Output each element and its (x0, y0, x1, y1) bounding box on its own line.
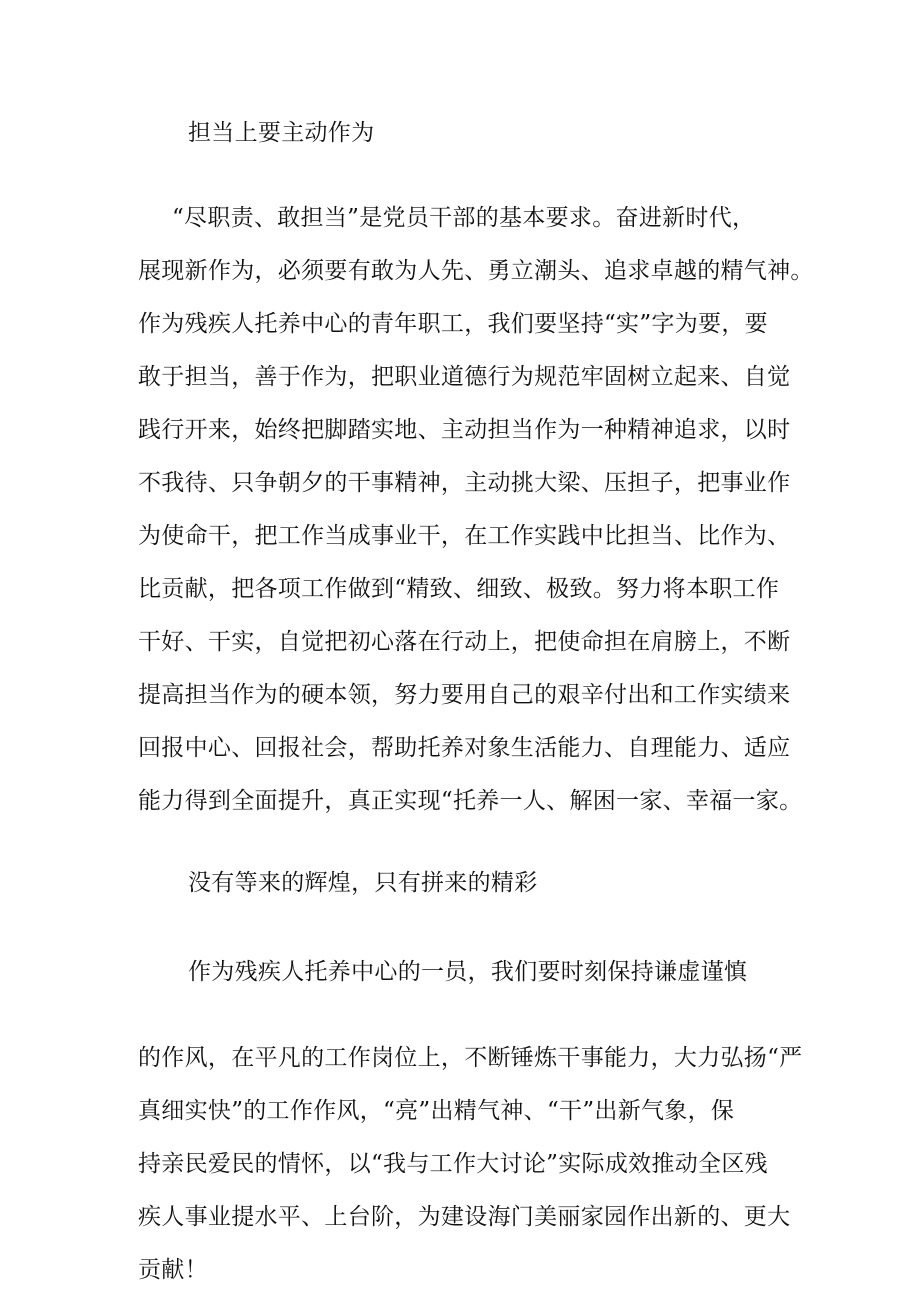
paragraph-2-line-5: 贡献！ (138, 1257, 208, 1283)
paragraph-2-first-line: 作为残疾人托养中心的一员，我们要时刻保持谦虚谨慎 (188, 959, 748, 985)
paragraph-2-line-1: 的作风，在平凡的工作岗位上，不断锤炼干事能力，大力弘扬“严 (138, 1045, 803, 1071)
paragraph-1-line-10: 提高担当作为的硬本领，努力要用自己的艰辛付出和工作实绩来 (138, 682, 791, 708)
paragraph-2-line-4: 疾人事业提水平、上台阶，为建设海门美丽家园作出新的、更大 (138, 1204, 791, 1230)
paragraph-1-line-2: 展现新作为，必须要有敢为人先、勇立潮头、追求卓越的精气神。 (138, 258, 814, 284)
paragraph-1-line-11: 回报中心、回报社会，帮助托养对象生活能力、自理能力、适应 (138, 735, 791, 761)
paragraph-1-line-6: 不我待、只争朝夕的干事精神，主动挑大梁、压担子，把事业作 (138, 470, 791, 496)
heading-no-waiting-glory: 没有等来的辉煌，只有拼来的精彩 (188, 870, 538, 896)
heading-take-initiative: 担当上要主动作为 (188, 120, 375, 146)
paragraph-2-line-2: 真细实快”的工作作风，“亮”出精气神、“干”出新气象，保 (138, 1098, 735, 1124)
paragraph-1-line-7: 为使命干，把工作当成事业干，在工作实践中比担当、比作为、 (138, 523, 791, 549)
paragraph-1-line-12: 能力得到全面提升，真正实现“托养一人、解困一家、幸福一家。 (138, 788, 803, 814)
paragraph-1-line-3: 作为残疾人托养中心的青年职工，我们要坚持“实”字为要，要 (138, 311, 768, 337)
paragraph-1-line-8: 比贡献，把各项工作做到“精致、细致、极致。努力将本职工作 (138, 576, 780, 602)
paragraph-2-line-3: 持亲民爱民的情怀，以“我与工作大讨论”实际成效推动全区残 (138, 1151, 768, 1177)
paragraph-1-line-5: 践行开来，始终把脚踏实地、主动担当作为一种精神追求，以时 (138, 417, 791, 443)
paragraph-1-line-4: 敢于担当，善于作为，把职业道德行为规范牢固树立起来、自觉 (138, 364, 791, 390)
paragraph-1-line-1: “尽职责、敢担当”是党员干部的基本要求。奋进新时代， (172, 205, 756, 231)
paragraph-1-line-9: 干好、干实，自觉把初心落在行动上，把使命担在肩膀上，不断 (138, 629, 791, 655)
